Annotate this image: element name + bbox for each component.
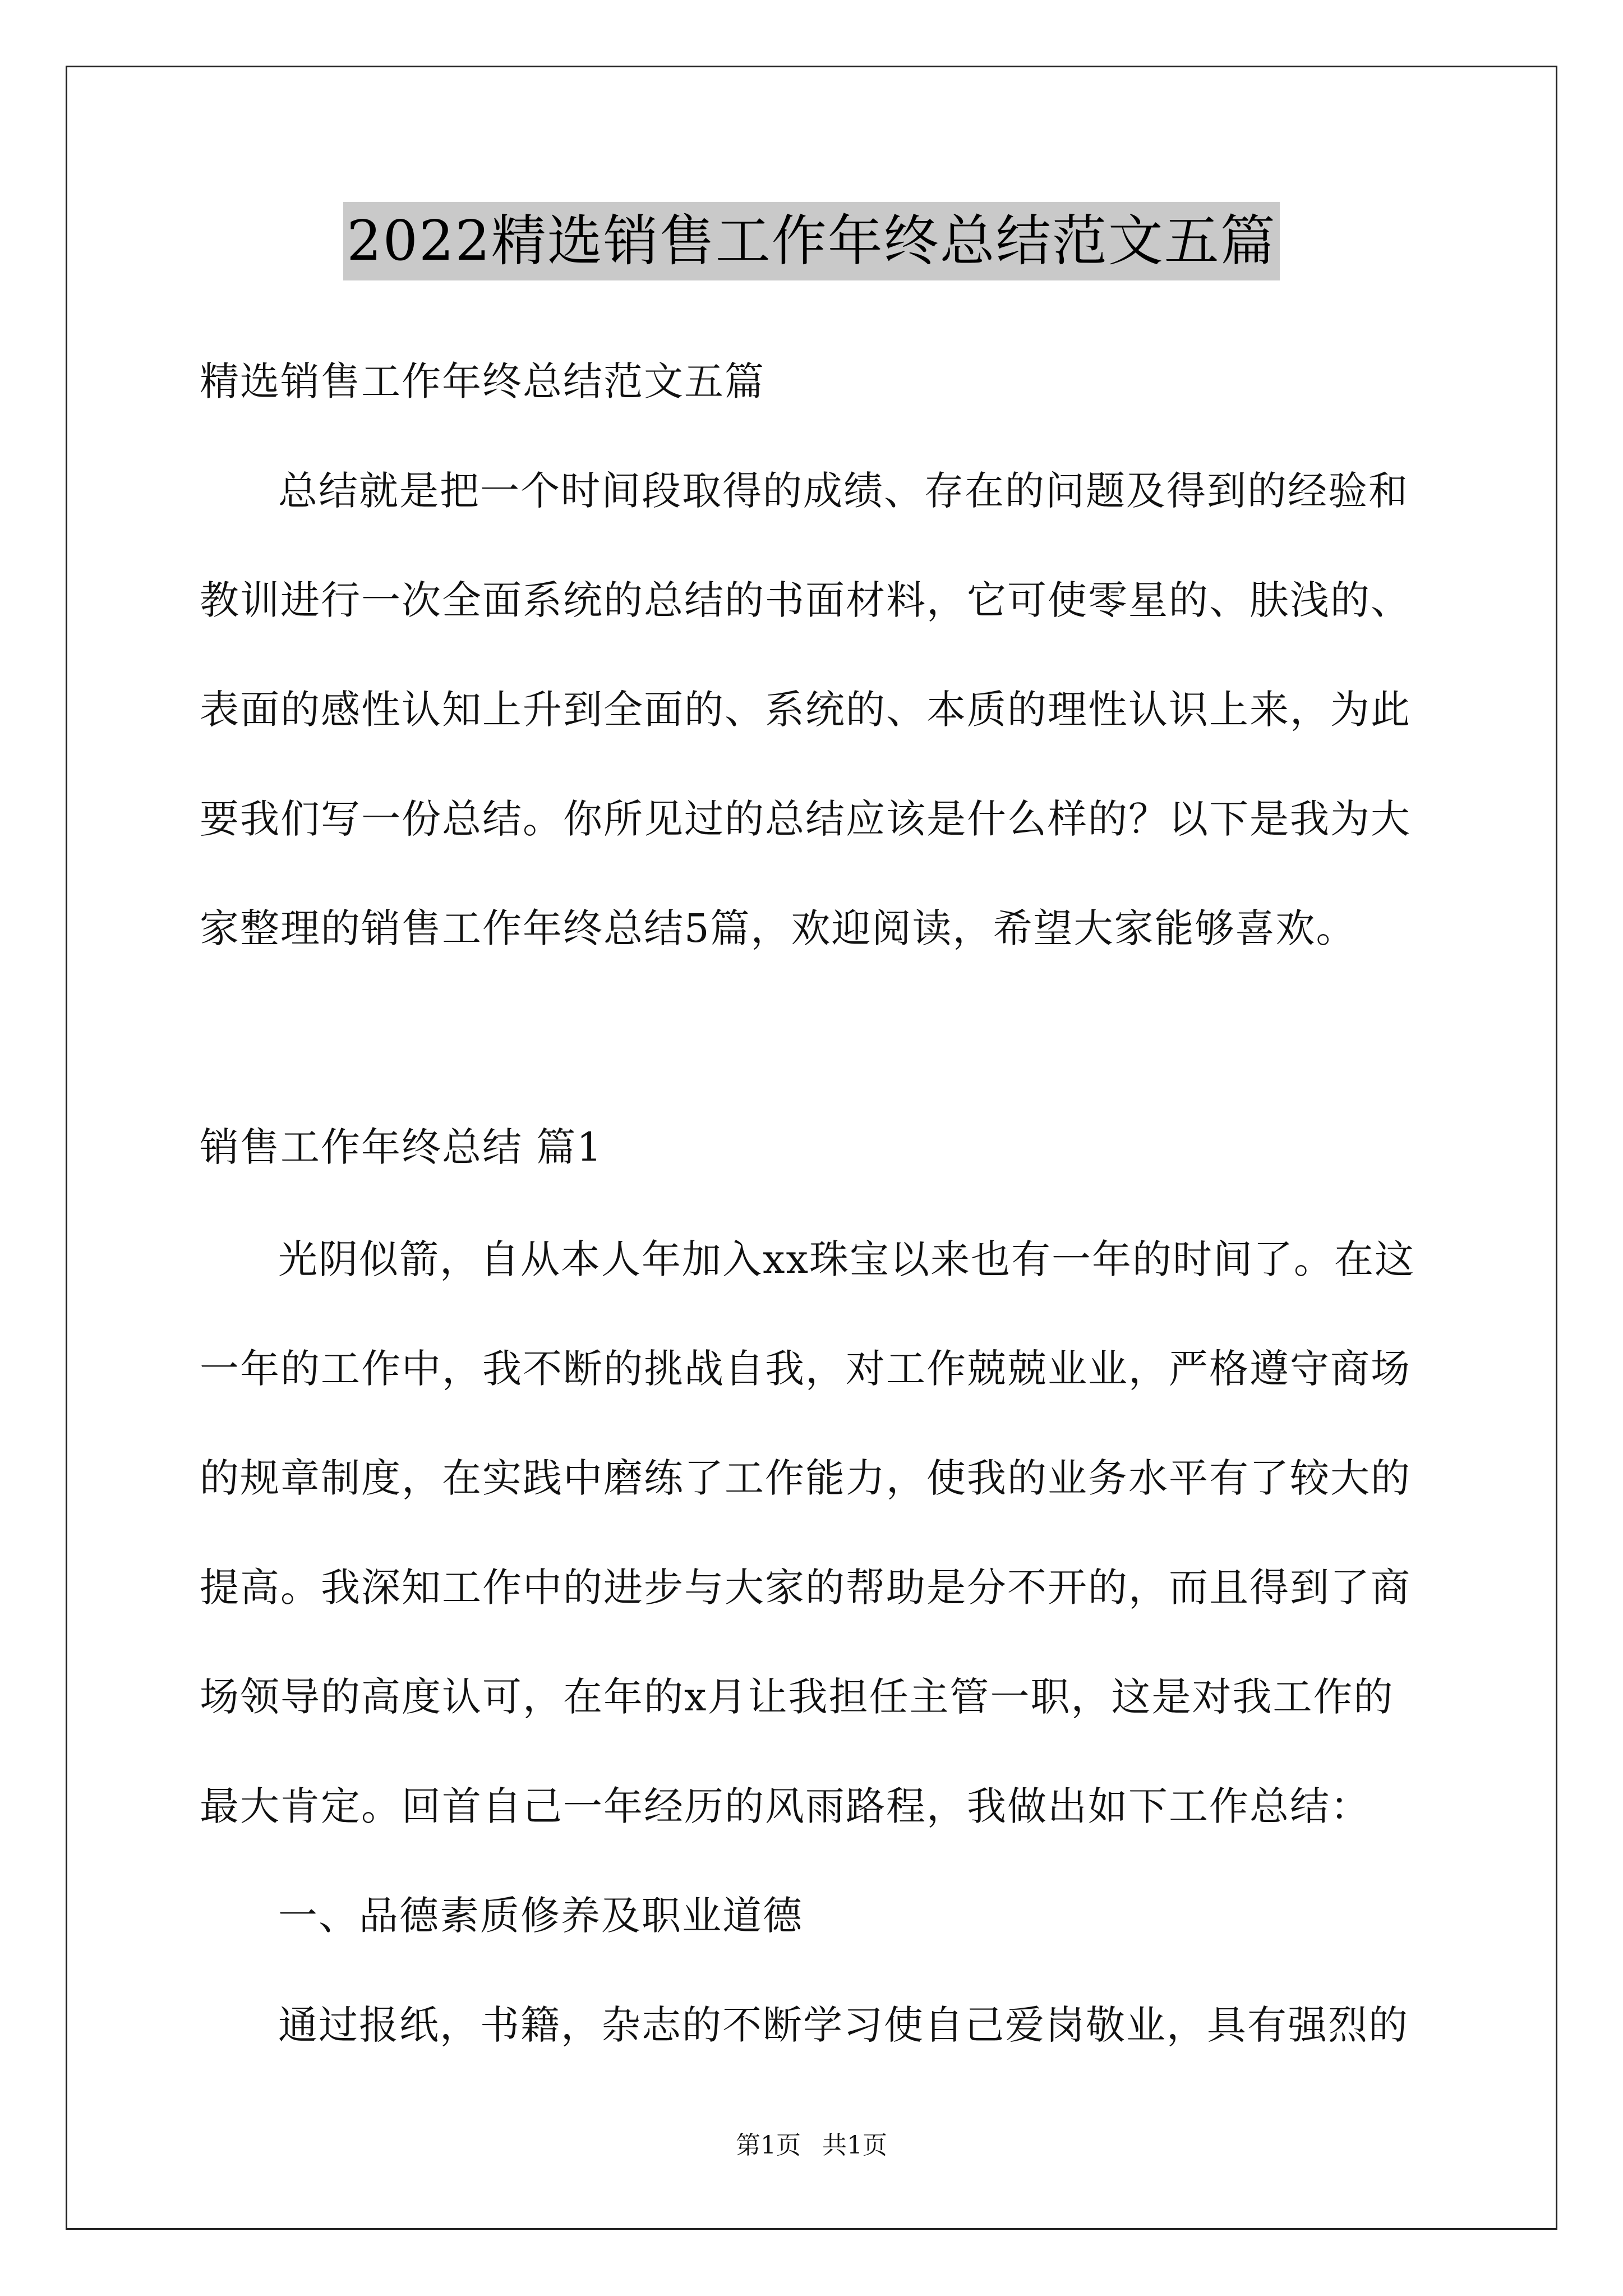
title-container: [0, 202, 1623, 280]
body-line: 表面的感性认知上升到全面的、系统的、本质的理性认识上来，为此: [200, 687, 1411, 733]
body-line: 一年的工作中，我不断的挑战自我，对工作兢兢业业，严格遵守商场: [200, 1346, 1411, 1392]
body-line: 家整理的销售工作年终总结5篇，欢迎阅读，希望大家能够喜欢。: [200, 905, 1357, 951]
page-footer: [0, 2129, 1623, 2162]
subtitle-line: 精选销售工作年终总结范文五篇: [200, 358, 765, 404]
body-line: 通过报纸，书籍，杂志的不断学习使自己爱岗敬业，具有强烈的: [278, 2002, 1409, 2048]
body-line: 总结就是把一个时间段取得的成绩、存在的问题及得到的经验和: [278, 468, 1409, 514]
page-number: 第1页: [736, 2131, 801, 2160]
body-line: 教训进行一次全面系统的总结的书面材料，它可使零星的、肤浅的、: [200, 577, 1411, 623]
subsection-heading: 一、品德素质修养及职业道德: [278, 1893, 803, 1939]
document-title: 2022精选销售工作年终总结范文五篇: [343, 202, 1279, 280]
body-line: 场领导的高度认可，在年的x月让我担任主管一职，这是对我工作的: [200, 1674, 1394, 1720]
body-line: 要我们写一份总结。你所见过的总结应该是什么样的？以下是我为大: [200, 796, 1411, 842]
section-heading: 销售工作年终总结 篇1: [200, 1124, 603, 1170]
body-line: 的规章制度，在实践中磨练了工作能力，使我的业务水平有了较大的: [200, 1455, 1411, 1501]
page-total: 共1页: [822, 2131, 887, 2160]
body-line: 光阴似箭，自从本人年加入xx珠宝以来也有一年的时间了。在这: [278, 1236, 1415, 1282]
body-line: 最大肯定。回首自己一年经历的风雨路程，我做出如下工作总结：: [200, 1783, 1371, 1829]
body-line: 提高。我深知工作中的进步与大家的帮助是分不开的，而且得到了商: [200, 1565, 1411, 1611]
